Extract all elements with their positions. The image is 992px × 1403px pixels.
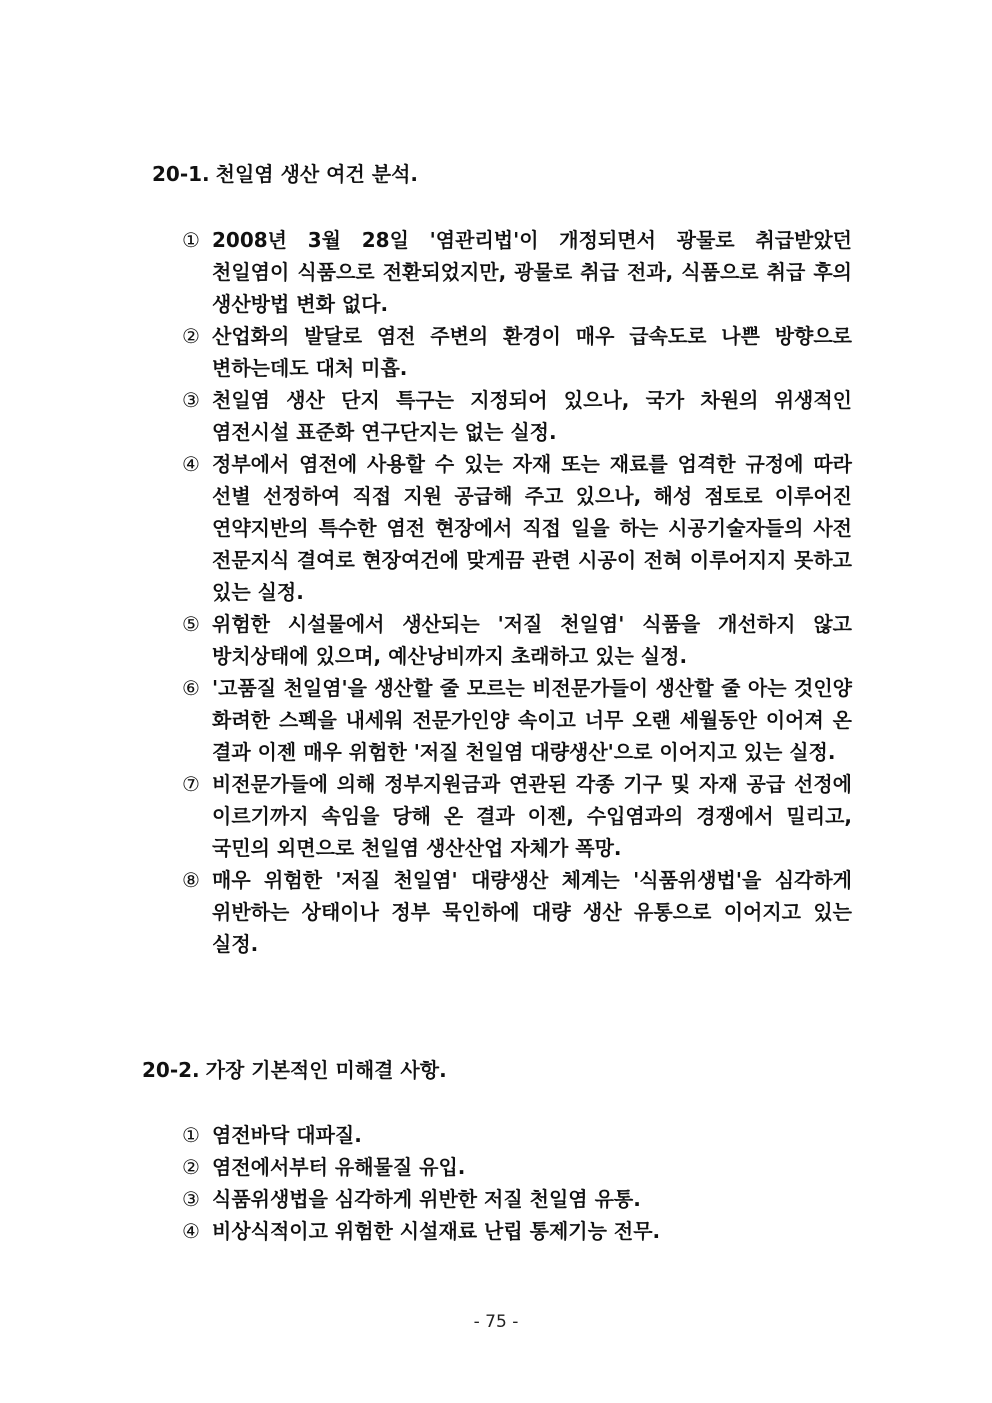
item-marker: ③ xyxy=(182,1187,200,1211)
item-text: 염전에서부터 유해물질 유입. xyxy=(212,1155,466,1179)
item-text: 식품위생법을 심각하게 위반한 저질 천일염 유통. xyxy=(212,1187,641,1211)
list-item xyxy=(182,768,852,864)
section-title: 천일염 생산 여건 분석. xyxy=(215,162,419,186)
list-item xyxy=(182,384,852,448)
item-marker: ⑦ xyxy=(182,772,200,796)
item-marker: ① xyxy=(182,1123,200,1147)
list-item xyxy=(182,608,852,672)
list-item xyxy=(182,320,852,384)
section-number: 20-1. xyxy=(152,162,210,186)
item-marker: ② xyxy=(182,324,200,348)
item-marker: ⑤ xyxy=(182,612,200,636)
item-marker: ④ xyxy=(182,1219,200,1243)
item-text: 매우 위험한 '저질 천일염' 대량생산 체계는 '식품위생법'을 심각하게 위반하는 상태이나 정부 묵인하에 대량 생산 유통으로 이어지고 있는 실정. xyxy=(212,868,852,956)
item-marker: ① xyxy=(182,228,200,252)
item-text: 2008년 3월 28일 '염관리법'이 개정되면서 광물로 취급받았던 천일염이 식품으로 전환되었지만, 광물로 취급 전과, 식품으로 취급 후의 생산방법 변화 없다. xyxy=(212,228,852,316)
item-text: 비전문가들에 의해 정부지원금과 연관된 각종 기구 및 자재 공급 선정에 이르기까지 속임을 당해 온 결과 이젠, 수입염과의 경쟁에서 밀리고, 국민의 외면으로 천일염 생산산업 자체가 폭망. xyxy=(212,772,852,860)
item-text: 산업화의 발달로 염전 주변의 환경이 매우 급속도로 나쁜 방향으로 변하는데도 대처 미흡. xyxy=(212,324,852,380)
item-marker: ② xyxy=(182,1155,200,1179)
item-text: 천일염 생산 단지 특구는 지정되어 있으나, 국가 차원의 위생적인 염전시설 표준화 연구단지는 없는 실정. xyxy=(212,388,852,444)
list-item xyxy=(182,1119,852,1151)
item-text: 정부에서 염전에 사용할 수 있는 자재 또는 재료를 엄격한 규정에 따라 선별 선정하여 직접 지원 공급해 주고 있으나, 해성 점토로 이루어진 연약지반의 특수한 염전 현장에서 직접 일을 하는 시공기술자들의 사전 전문지식 결여로 현장여건에 맞게끔 관련 시공이 전혀 이루어지지 못하고 있는 실정. xyxy=(212,452,852,604)
item-marker: ⑧ xyxy=(182,868,200,892)
list-item xyxy=(182,672,852,768)
section-title: 가장 기본적인 미해결 사항. xyxy=(205,1058,447,1082)
unresolved-list xyxy=(182,1119,852,1247)
item-marker: ④ xyxy=(182,452,200,476)
item-text: 위험한 시설물에서 생산되는 '저질 천일염' 식품을 개선하지 않고 방치상태에 있으며, 예산낭비까지 초래하고 있는 실정. xyxy=(212,612,852,668)
list-item xyxy=(182,864,852,960)
list-item xyxy=(182,1183,852,1215)
list-item xyxy=(182,448,852,608)
list-item xyxy=(182,1215,852,1247)
item-text: 비상식적이고 위험한 시설재료 난립 통제기능 전무. xyxy=(212,1219,661,1243)
item-marker: ⑥ xyxy=(182,676,200,700)
section-heading-20-2 xyxy=(142,1056,447,1084)
item-text: '고품질 천일염'을 생산할 줄 모르는 비전문가들이 생산할 줄 아는 것인양 화려한 스펙을 내세워 전문가인양 속이고 너무 오랜 세월동안 이어져 온 결과 이젠 매우 위험한 '저질 천일염 대량생산'으로 이어지고 있는 실정. xyxy=(212,676,852,764)
item-marker: ③ xyxy=(182,388,200,412)
section-number: 20-2. xyxy=(142,1058,200,1082)
list-item xyxy=(182,1151,852,1183)
list-item xyxy=(182,224,852,320)
item-text: 염전바닥 대파질. xyxy=(212,1123,362,1147)
analysis-list xyxy=(182,224,852,960)
page-number: - 75 - xyxy=(473,1312,519,1332)
section-heading-20-1 xyxy=(152,160,418,188)
